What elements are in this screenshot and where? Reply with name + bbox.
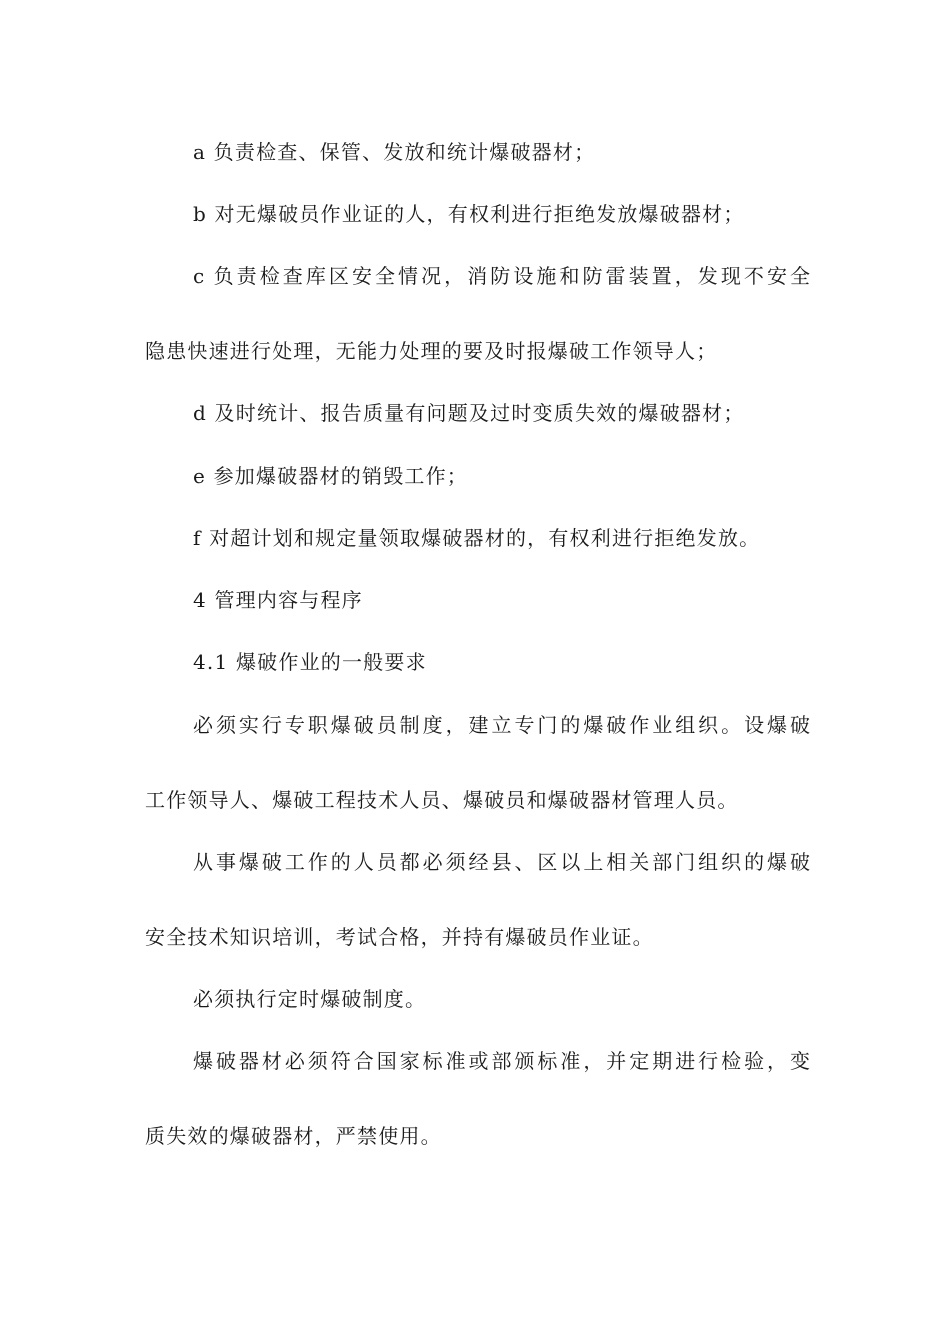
text-line: a 负责检查、保管、发放和统计爆破器材； [193, 140, 596, 164]
text-line: f 对超计划和规定量领取爆破器材的，有权利进行拒绝发放。 [193, 526, 761, 550]
text-line: 工作领导人、爆破工程技术人员、爆破员和爆破器材管理人员。 [145, 788, 739, 812]
subsection-heading: 4.1 爆破作业的一般要求 [193, 650, 427, 674]
text-line: 质失效的爆破器材，严禁使用。 [145, 1124, 442, 1148]
text-line: c 负责检查库区安全情况，消防设施和防雷装置，发现不安全 [193, 264, 810, 288]
text-line: d 及时统计、报告质量有问题及过时变质失效的爆破器材； [193, 401, 745, 425]
text-line: 安全技术知识培训，考试合格，并持有爆破员作业证。 [145, 925, 654, 949]
text-line: 必须实行专职爆破员制度，建立专门的爆破作业组织。设爆破 [193, 713, 810, 737]
text-line: 爆破器材必须符合国家标准或部颁标准，并定期进行检验，变 [193, 1049, 810, 1073]
section-heading: 4 管理内容与程序 [193, 588, 363, 612]
text-line: b 对无爆破员作业证的人，有权利进行拒绝发放爆破器材； [193, 202, 745, 226]
text-line: 从事爆破工作的人员都必须经县、区以上相关部门组织的爆破 [193, 850, 810, 874]
text-line: 隐患快速进行处理，无能力处理的要及时报爆破工作领导人； [145, 339, 718, 363]
text-line: e 参加爆破器材的销毁工作； [193, 464, 468, 488]
text-line: 必须执行定时爆破制度。 [193, 987, 427, 1011]
